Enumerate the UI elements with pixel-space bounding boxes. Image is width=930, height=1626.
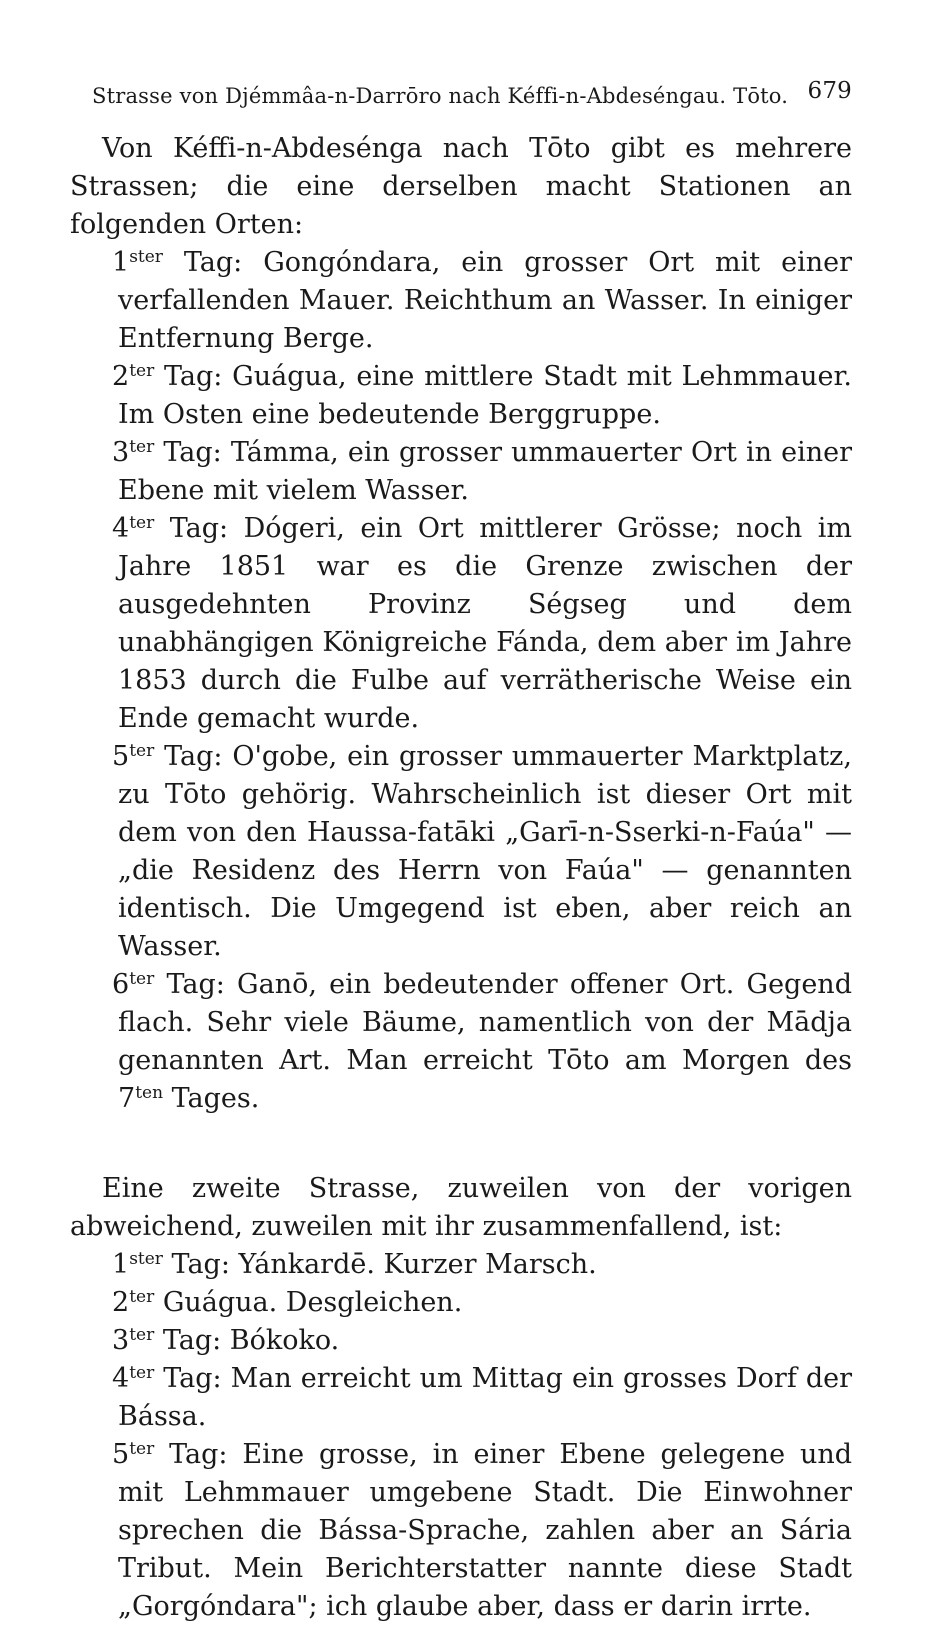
entry-text: Tag: Guágua, eine mittlere Stadt mit Lehmmauer. Im Osten eine bedeutende Berggruppe. bbox=[118, 361, 852, 430]
page-number: 679 bbox=[807, 78, 852, 104]
entry-text: Tag: Yánkardē. Kurzer Marsch. bbox=[171, 1249, 597, 1280]
ordinal-suffix: ter bbox=[129, 969, 155, 989]
section1-intro: Von Kéffi-n-Abdesénga nach Tōto gibt es mehrere Strassen; die eine derselben macht Stationen an folgenden Orten: bbox=[70, 133, 852, 240]
ordinal-suffix: ter bbox=[129, 1287, 155, 1307]
entry-text: Tag: Gongóndara, ein grosser Ort mit einer verfallenden Mauer. Reichthum an Wasser. In einiger Entfernung Berge. bbox=[118, 247, 852, 354]
day-number: 2 bbox=[112, 361, 130, 392]
ordinal-suffix: ter bbox=[129, 361, 155, 381]
day-entry-3 bbox=[112, 434, 852, 510]
day-entry-2 bbox=[112, 1284, 852, 1322]
entry-text: Tag: O'gobe, ein grosser ummauerter Marktplatz, zu Tōto gehörig. Wahrscheinlich ist dieser Ort mit dem von den Haussa-fatāki „Garī-n-Sserki-n-Faúa" — „die Residenz des Herrn von Faúa" — genannten identisch. Die Umgegend ist eben, aber reich an Wasser. bbox=[118, 741, 852, 962]
day-entry-3 bbox=[112, 1322, 852, 1360]
day-number: 1 bbox=[112, 1249, 130, 1280]
ordinal-suffix: ter bbox=[129, 437, 155, 457]
entry-text: Guágua. Desgleichen. bbox=[162, 1287, 463, 1318]
day-number: 3 bbox=[112, 437, 130, 468]
body-text bbox=[70, 130, 852, 1626]
day-number: 4 bbox=[112, 513, 130, 544]
entry-text: Tag: Ganō, ein bedeutender offener Ort. Gegend flach. Sehr viele Bäume, namentlich von der Mādja genannten Art. Man erreicht Tōto am Morgen des bbox=[118, 969, 852, 1076]
day-entry-5 bbox=[112, 1436, 852, 1626]
ordinal-suffix: ter bbox=[129, 1325, 155, 1345]
day-number: 4 bbox=[112, 1363, 130, 1394]
day-entry-2 bbox=[112, 358, 852, 434]
day-number: 7 bbox=[118, 1083, 136, 1114]
ordinal-suffix: ten bbox=[135, 1083, 164, 1103]
ordinal-suffix: ter bbox=[129, 513, 155, 533]
day-number: 1 bbox=[112, 247, 130, 278]
day-entry-4 bbox=[112, 510, 852, 738]
entry-text-tail: Tages. bbox=[163, 1083, 260, 1114]
entry-text: Tag: Dógeri, ein Ort mittlerer Grösse; noch im Jahre 1851 war es die Grenze zwischen der ausgedehnten Provinz Ségseg und dem unabhängigen Königreiche Fánda, dem aber im Jahre 1853 durch die Fulbe auf verrätherische Weise ein Ende gemacht wurde. bbox=[118, 513, 852, 734]
ordinal-suffix: ter bbox=[129, 1363, 155, 1383]
day-entry-4 bbox=[112, 1360, 852, 1436]
day-entry-1 bbox=[112, 244, 852, 358]
day-number: 6 bbox=[112, 969, 130, 1000]
entry-text: Tag: Támma, ein grosser ummauerter Ort in einer Ebene mit vielem Wasser. bbox=[118, 437, 852, 506]
ordinal-suffix: ster bbox=[129, 1249, 163, 1269]
day-number: 5 bbox=[112, 741, 130, 772]
day-number: 5 bbox=[112, 1439, 130, 1470]
entry-text: Tag: Bókoko. bbox=[162, 1325, 340, 1356]
running-title: Strasse von Djémmâa-n-Darrōro nach Kéffi-n-Abdeséngau. Tōto. bbox=[92, 84, 789, 108]
day-number: 2 bbox=[112, 1287, 130, 1318]
section2-intro: Eine zweite Strasse, zuweilen von der vorigen abweichend, zuweilen mit ihr zusammenfallend, ist: bbox=[70, 1173, 852, 1242]
section-gap bbox=[70, 1118, 852, 1170]
day-number: 3 bbox=[112, 1325, 130, 1356]
ordinal-suffix: ter bbox=[129, 741, 155, 761]
ordinal-suffix: ter bbox=[129, 1439, 155, 1459]
day-entry-6 bbox=[112, 966, 852, 1118]
day-entry-5 bbox=[112, 738, 852, 966]
entry-text: Tag: Eine grosse, in einer Ebene gelegene und mit Lehmmauer umgebene Stadt. Die Einwohner sprechen die Bássa-Sprache, zahlen aber an Sária Tribut. Mein Berichterstatter nannte diese Stadt „Gorgóndara"; ich glaube aber, dass er darin irrte. bbox=[118, 1439, 853, 1622]
day-entry-1 bbox=[112, 1246, 852, 1284]
ordinal-suffix: ster bbox=[129, 247, 163, 267]
page-header bbox=[70, 70, 852, 110]
entry-text: Tag: Man erreicht um Mittag ein grosses Dorf der Bássa. bbox=[118, 1363, 852, 1432]
